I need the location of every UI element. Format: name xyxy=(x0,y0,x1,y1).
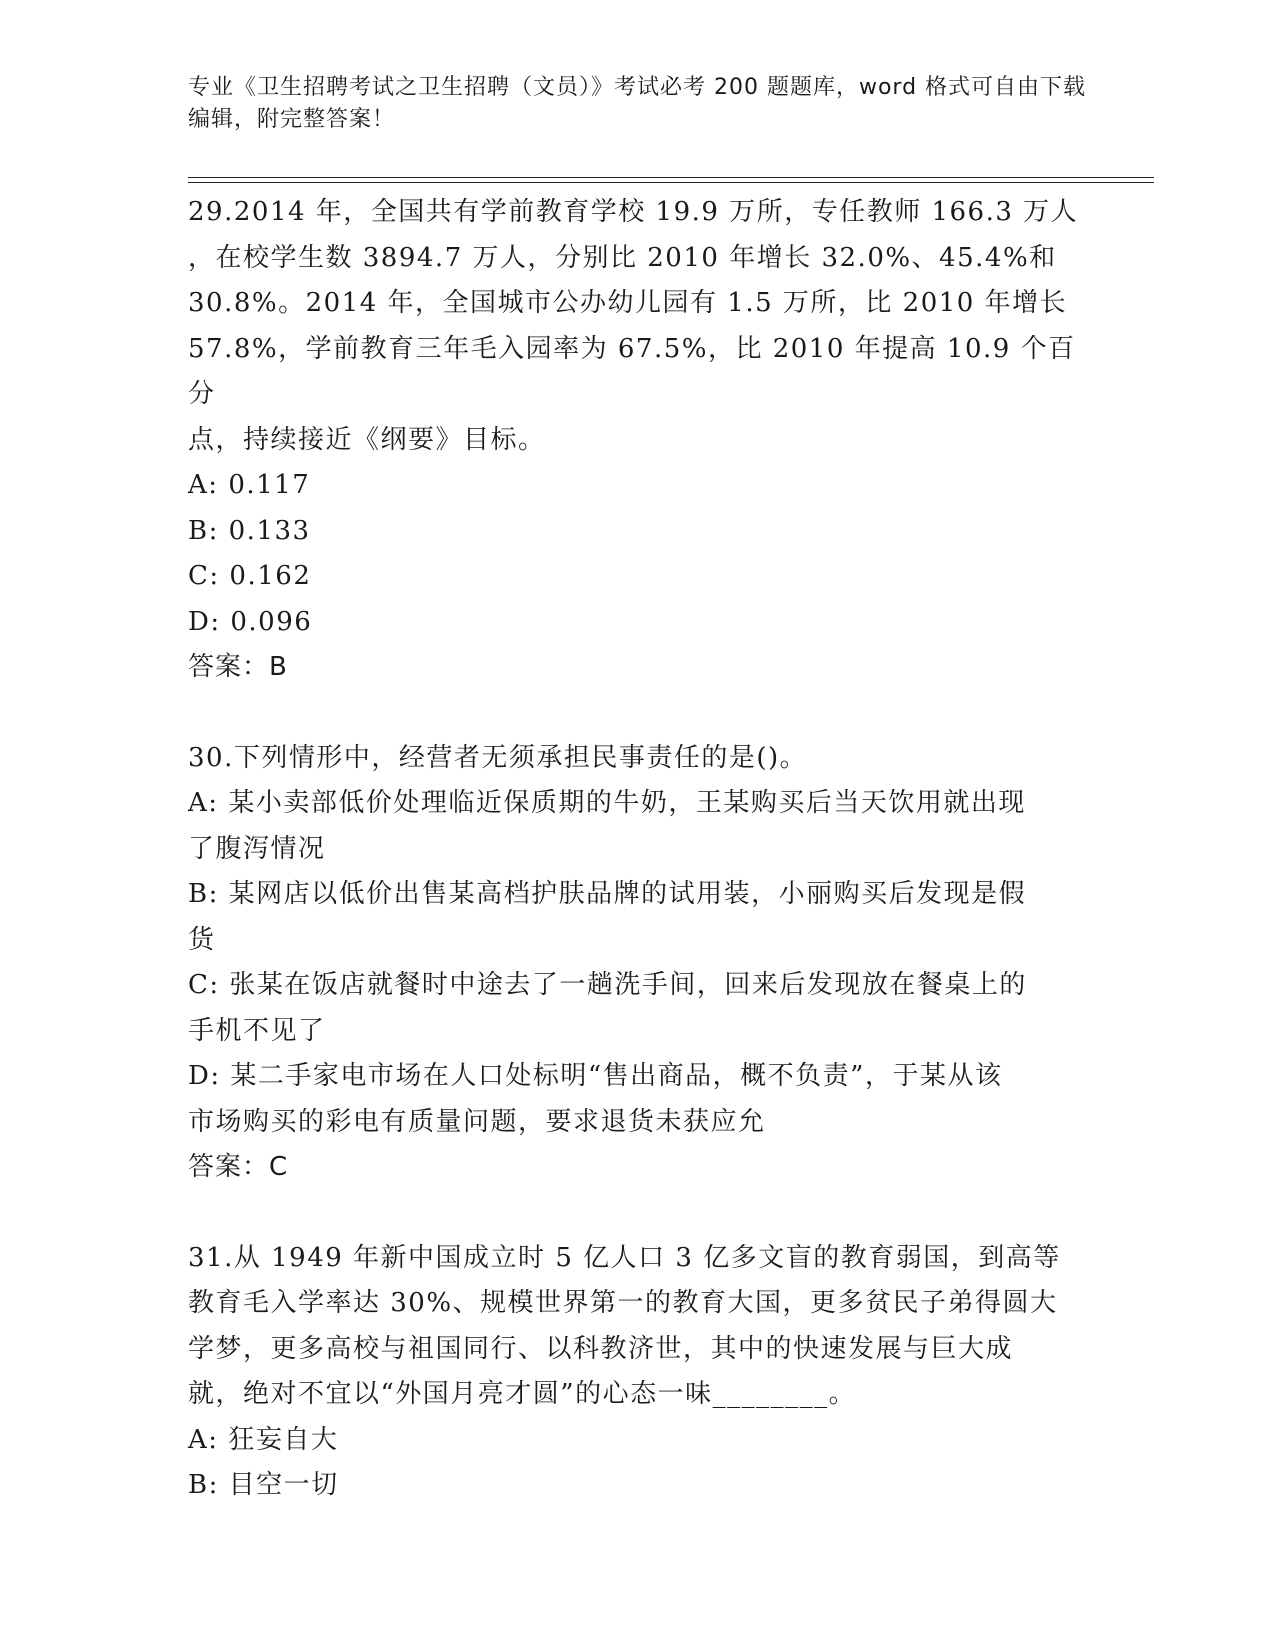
question-number: 31. xyxy=(188,1242,234,1273)
option-text: 目空一切 xyxy=(228,1470,339,1500)
question-spacer xyxy=(188,691,1088,736)
question-text-line: 30.下列情形中，经营者无须承担民事责任的是()。 xyxy=(188,742,808,773)
option-letter: C: xyxy=(188,561,220,591)
question-text-line: 29.2014 年，全国共有学前教育学校 19.9 万所，专任教师 166.3 万人 xyxy=(188,197,1079,227)
option-b xyxy=(188,509,1088,555)
question-text-line: 点，持续接近《纲要》目标。 xyxy=(188,424,546,455)
option-text: 0.162 xyxy=(229,561,312,591)
header-divider-bottom xyxy=(188,182,1154,183)
question-text-line: 31.从 1949 年新中国成立时 5 亿人口 3 亿多文盲的教育弱国，到高等 xyxy=(188,1242,1061,1273)
question-text-line: 57.8%，学前教育三年毛入园率为 67.5%，比 2010 年提高 10.9 个百分 xyxy=(188,333,1076,409)
answer-line xyxy=(188,1145,1088,1191)
option-text-continuation: 市场购买的彩电有质量问题，要求退货未获应允 xyxy=(188,1106,766,1137)
option-text: 某网店以低价出售某高档护肤品牌的试用装，小丽购买后发现是假 xyxy=(228,879,1027,909)
option-text: 某二手家电市场在人口处标明“售出商品，概不负责”，于某从该 xyxy=(230,1061,1003,1091)
option-text: 某小卖部低价处理临近保质期的牛奶，王某购买后当天饮用就出现 xyxy=(228,788,1026,818)
question-text-line: ，在校学生数 3894.7 万人，分别比 2010 年增长 32.0%、45.4%和 xyxy=(188,242,1057,273)
answer-value: C xyxy=(269,1152,289,1182)
header-divider-top xyxy=(188,177,1154,178)
answer-label: 答案： xyxy=(188,1152,270,1182)
option-text: 0.117 xyxy=(228,470,311,500)
option-letter: A: xyxy=(188,470,219,500)
answer-line xyxy=(188,645,1088,691)
option-text: 0.096 xyxy=(230,606,313,637)
answer-value: B xyxy=(269,652,288,682)
question-text-line: 教育毛入学率达 30%、规模世界第一的教育大国，更多贫民子弟得圆大 xyxy=(188,1288,1058,1318)
option-letter: D: xyxy=(188,606,221,637)
option-letter: A: xyxy=(188,1424,219,1455)
option-c xyxy=(188,554,1088,600)
option-c xyxy=(188,963,1088,1009)
option-b xyxy=(188,1463,1088,1509)
question-number: 30. xyxy=(188,742,234,773)
question-list xyxy=(188,190,1088,1509)
option-b xyxy=(188,872,1088,918)
option-a xyxy=(188,463,1088,509)
option-d xyxy=(188,1054,1088,1100)
question-31 xyxy=(188,1236,1088,1509)
option-text-continuation: 货 xyxy=(188,924,216,955)
option-text-continuation: 手机不见了 xyxy=(188,1015,326,1046)
question-29 xyxy=(188,190,1088,691)
option-letter: B: xyxy=(188,879,219,909)
option-text: 张某在饭店就餐时中途去了一趟洗手间，回来后发现放在餐桌上的 xyxy=(229,970,1027,1000)
option-letter: C: xyxy=(188,970,220,1000)
question-text-line: 30.8%。2014 年，全国城市公办幼儿园有 1.5 万所，比 2010 年增长 xyxy=(188,288,1068,318)
option-text: 0.133 xyxy=(228,515,311,546)
option-letter: B: xyxy=(188,1470,219,1500)
option-letter: A: xyxy=(188,788,219,818)
option-d xyxy=(188,600,1088,646)
option-a xyxy=(188,781,1088,827)
document-header xyxy=(188,72,1088,136)
question-text-line: 学梦，更多高校与祖国同行、以科教济世，其中的快速发展与巨大成 xyxy=(188,1333,1014,1364)
option-text: 狂妄自大 xyxy=(228,1424,339,1455)
option-text-continuation: 了腹泻情况 xyxy=(188,833,326,864)
option-letter: D: xyxy=(188,1061,221,1091)
header-intro-text: 专业《卫生招聘考试之卫生招聘（文员）》考试必考 200 题题库，word 格式可自由下载编辑，附完整答案！ xyxy=(188,75,1087,132)
question-number: 29. xyxy=(188,197,234,227)
question-30 xyxy=(188,736,1088,1191)
answer-label: 答案： xyxy=(188,652,270,682)
question-text-line: 就，绝对不宜以“外国月亮才圆”的心态一味________。 xyxy=(188,1379,857,1409)
question-spacer xyxy=(188,1191,1088,1236)
option-a xyxy=(188,1418,1088,1464)
option-letter: B: xyxy=(188,515,219,546)
